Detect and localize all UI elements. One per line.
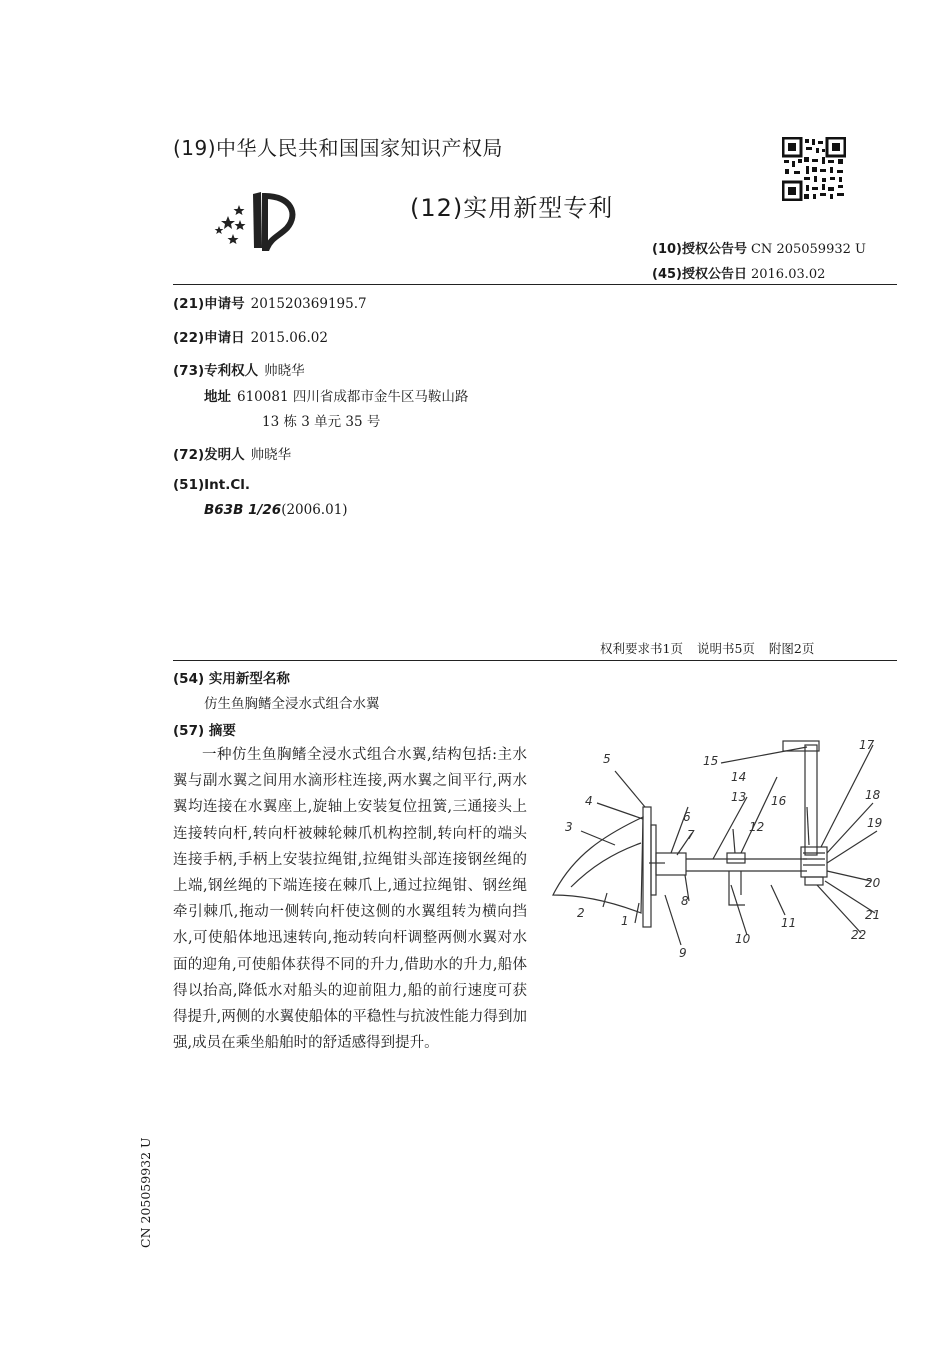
wing-plate-inner [651,825,656,895]
publication-date [652,263,825,282]
fig-label: 10 [735,932,751,946]
fig-label: 17 [859,738,875,752]
document-type: (12)实用新型专利 [410,194,614,222]
cnipa-emblem-icon [213,190,303,252]
title-label [173,667,290,687]
address-line2: 13 栋 3 单元 35 号 [262,414,381,430]
publication-number-value: CN 205059932 U [750,242,866,257]
fig-label: 11 [781,916,797,930]
description-pages: 说明书5页 [696,641,755,656]
fig-label: 19 [867,816,883,830]
title-section-label: (54) 实用新型名称 [173,671,290,687]
claims-pages: 权利要求书1页 [600,641,683,656]
fig-label: 5 [603,752,611,766]
vertical-post [805,745,817,855]
office-name: (19)中华人民共和国国家知识产权局 [173,136,504,160]
fig-label: 8 [681,894,689,908]
fig-label: 15 [703,754,719,768]
fig-label: 6 [683,810,691,824]
intcl-classification [204,502,348,518]
publication-number [652,238,866,257]
inventor-value: 帅晓华 [250,447,292,463]
ratchet-housing [727,853,745,863]
handle [783,741,819,751]
section-divider [173,660,897,661]
address-line1: 610081 四川省成都市金牛区马鞍山路 [237,389,469,405]
intcl-label-row [173,477,250,493]
application-number-label: (21)申请号 [173,296,245,312]
utility-model-title: 仿生鱼胸鳍全浸水式组合水翼 [204,696,380,712]
application-date [173,326,328,346]
drawings-pages: 附图2页 [768,641,815,656]
application-date-label: (22)申请日 [173,330,245,346]
intcl-code: B63B 1/26 [204,502,282,518]
abstract-section-label: (57) 摘要 [173,723,236,739]
fin-rib [571,843,641,887]
fig-label: 22 [851,928,867,942]
inventor-label: (72)发明人 [173,447,245,463]
abstract-text: 一种仿生鱼胸鳍全浸水式组合水翼,结构包括:主水翼与副水翼之间用水滴形柱连接,两水翼之间平行,两水翼均连接在水翼座上,旋轴上安装复位扭簧,三通接头上连接转向杆,转向杆被棘轮棘爪机构控制,转向杆的端头连接手柄,手柄上安装拉绳钳,拉绳钳头部连接钢丝绳的上端,钢丝绳的下端连接在棘爪上,通过拉绳钳、钢丝绳牵引棘爪,拖动一侧转向杆使这侧的水翼组转为横向挡水,可使船体地迅速转向,拖动转向杆调整两侧水翼对水面的迎角,可使船体获得不同的升力,借助水的升力,船体得以抬高,降低水对船头的迎前阻力,船的前行速度可获得提升,两侧的水翼使船体的平稳性与抗波性能力得到加强,成员在乘坐船舶时的舒适感得到提升。 [173,747,527,1052]
tee-joint-base [805,877,823,885]
fig-label: 16 [771,794,787,808]
fig-label: 12 [749,820,765,834]
fig-label: 7 [687,828,695,842]
qr-code-icon [782,137,846,201]
patentee-value: 帅晓华 [264,363,305,379]
abstract-label [173,719,236,739]
inventor [173,443,291,463]
fig-label: 21 [865,908,881,922]
address-label: 地址 [204,389,231,405]
intcl-year: (2006.01) [281,502,348,518]
application-number-value: 201520369195.7 [250,296,367,312]
fig-label: 3 [565,820,573,834]
fig-label: 4 [585,794,593,808]
wing-plate [643,807,651,927]
side-publication-number: CN 205059932 U [138,1137,153,1248]
header-divider [173,284,897,285]
patentee-label: (73)专利权人 [173,363,259,379]
application-number [173,292,367,312]
patentee [173,359,305,379]
fig-label: 18 [865,788,881,802]
fig-label: 9 [679,946,687,960]
application-date-value: 2015.06.02 [250,330,328,346]
fig-label: 2 [577,906,585,920]
publication-date-value: 2016.03.02 [750,267,826,282]
publication-date-label: (45)授权公告日 [652,267,747,282]
address [204,385,468,405]
wing-seat [656,853,686,875]
patent-figure [545,735,890,965]
fig-label: 13 [731,790,747,804]
page-counts [600,639,828,657]
fig-label: 14 [731,770,747,784]
intcl-label: (51)Int.Cl. [173,477,251,493]
publication-number-label: (10)授权公告号 [652,242,747,257]
fig-label: 1 [621,914,629,928]
fig-label: 20 [865,876,881,890]
